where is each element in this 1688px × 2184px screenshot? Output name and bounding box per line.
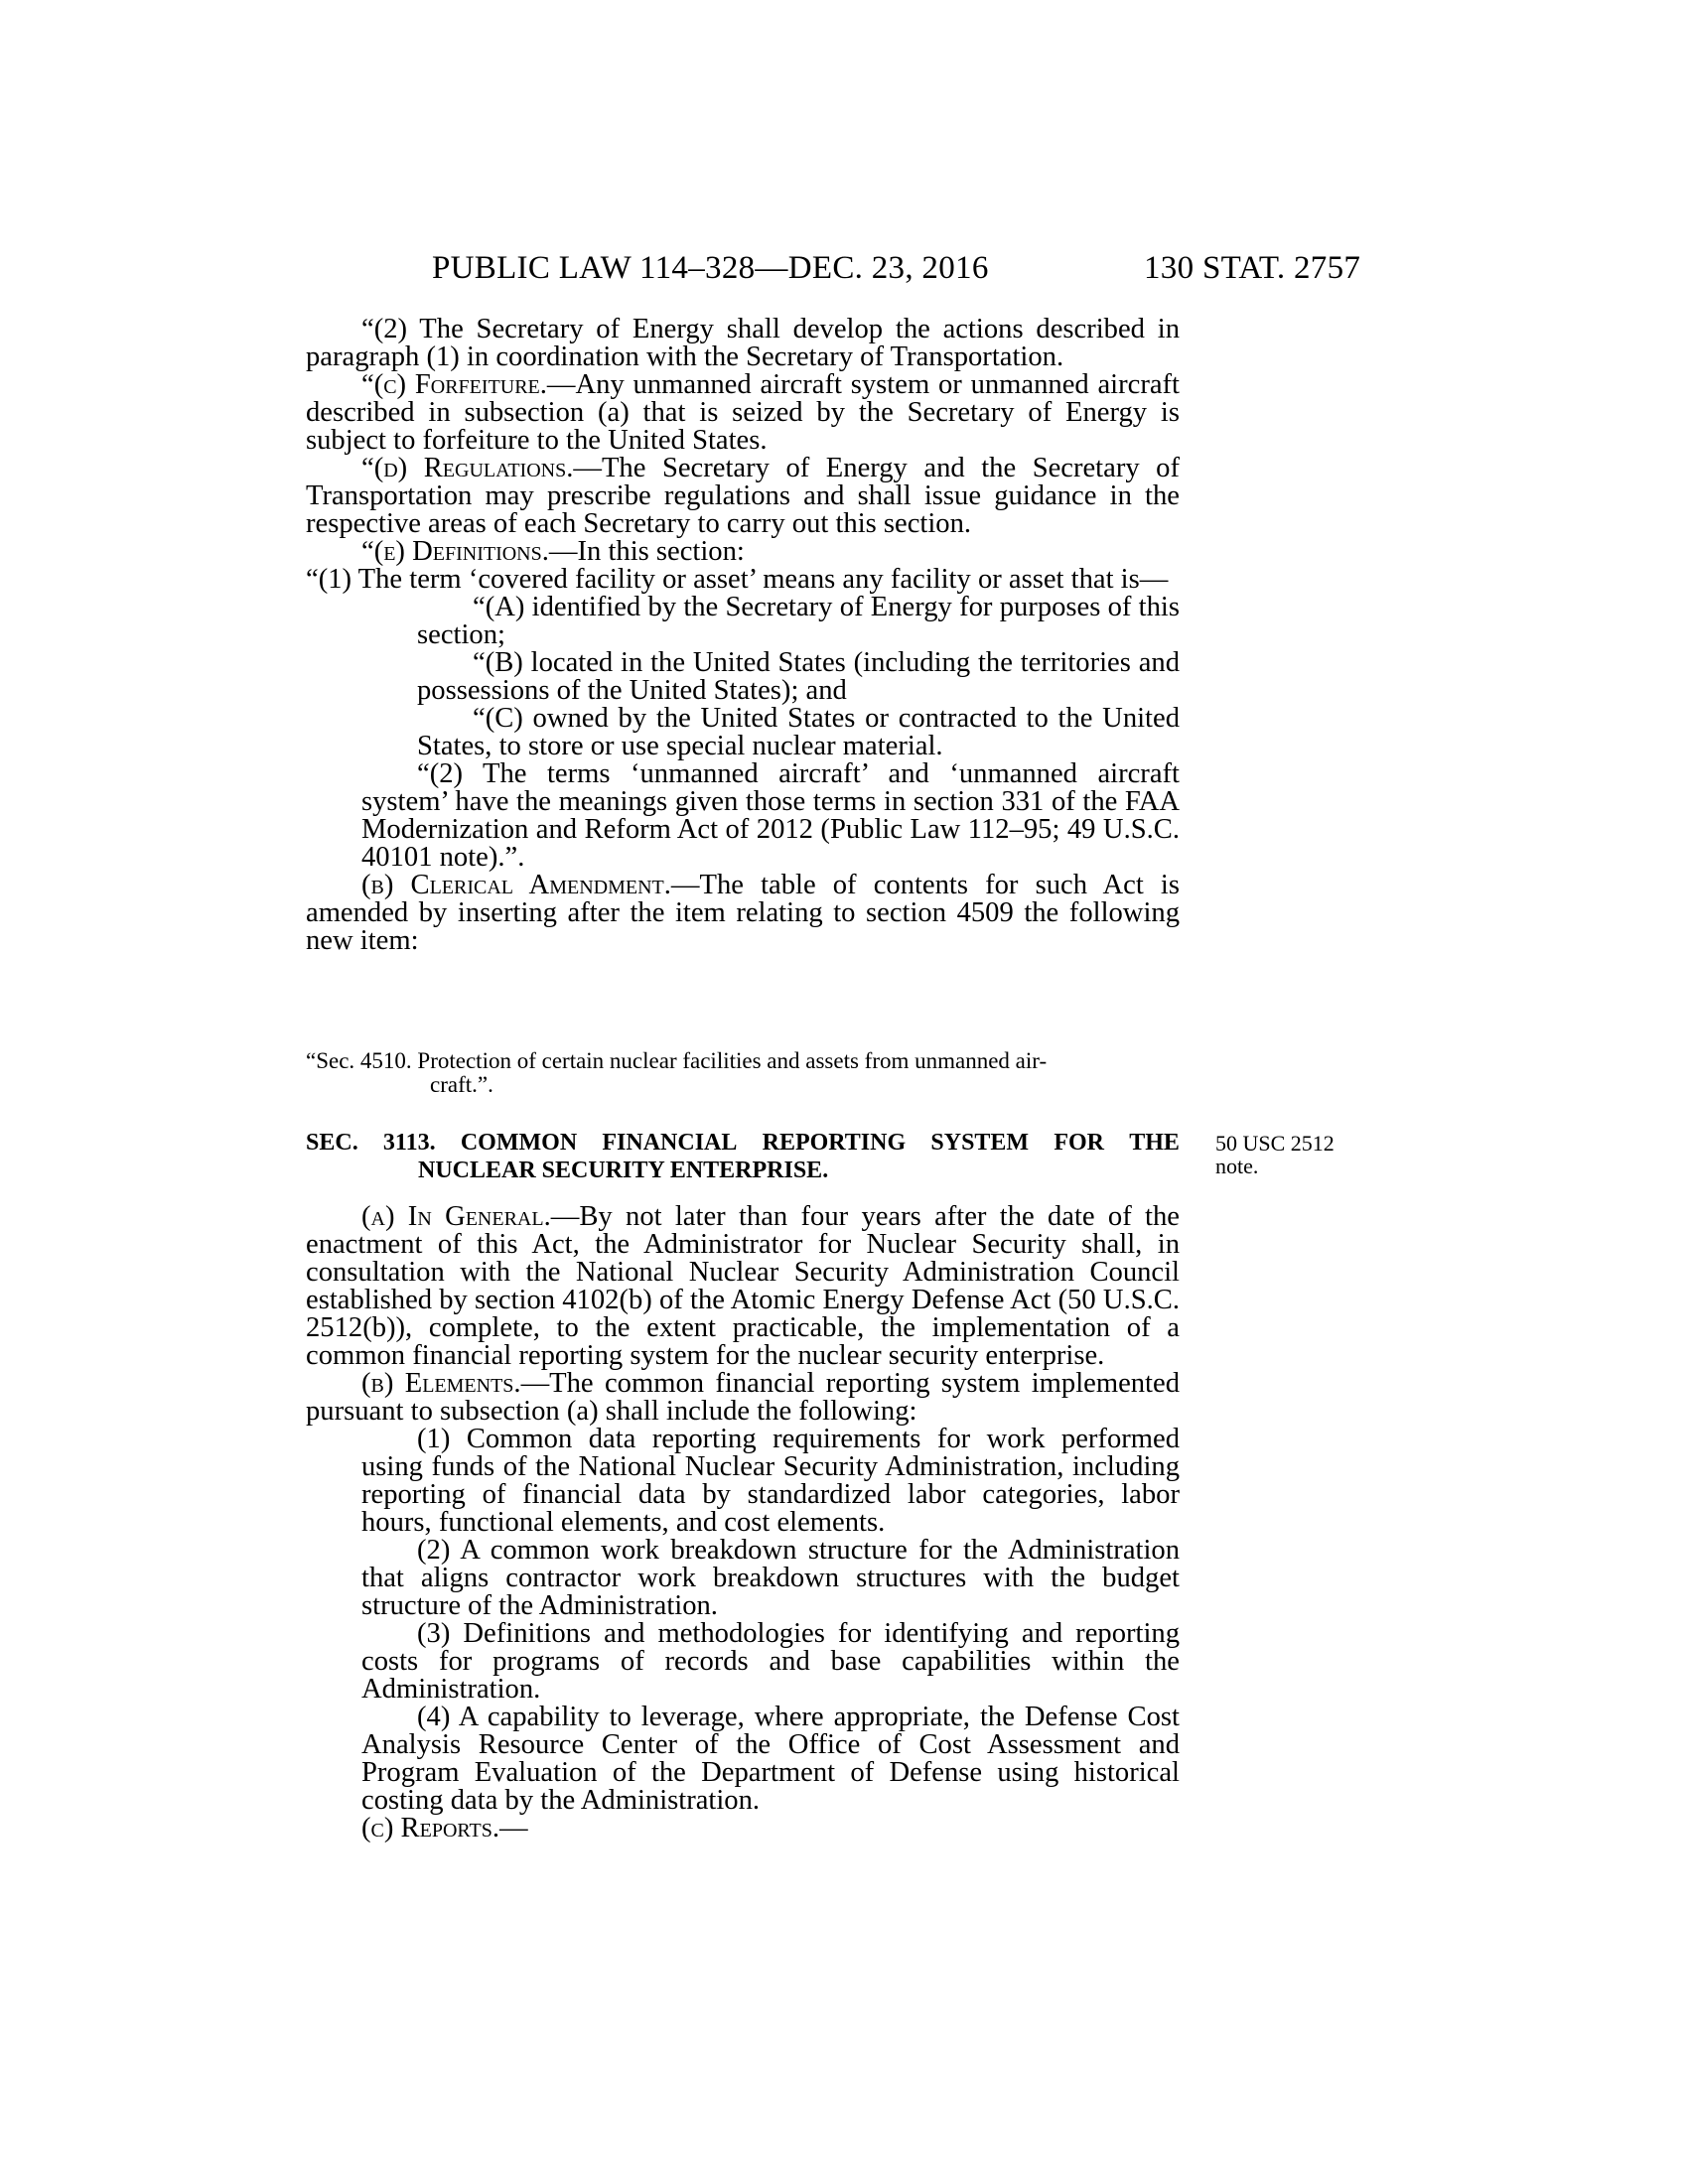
subsection-heading: “(e) Definitions.	[361, 536, 549, 567]
subsection-heading: (a) In General.	[361, 1201, 551, 1232]
definition-1-b: “(B) located in the United States (including the territories and possessions of the United States); and	[417, 647, 1180, 706]
section-heading-line1	[306, 1129, 1180, 1157]
subsection-heading: (b) Clerical Amendment.	[361, 870, 671, 900]
element-4: (4) A capability to leverage, where appropriate, the Defense Cost Analysis Resource Center of the Office of Cost Assessment and Program Evaluation of the Department of Defense using historical costing data by the Administration.	[361, 1702, 1180, 1816]
subsection-heading: (b) Elements.	[361, 1368, 521, 1399]
toc-item	[306, 1049, 1180, 1097]
toc-item-line2: craft.”.	[430, 1072, 493, 1097]
subsection-c-reports	[306, 1815, 1180, 1843]
subsection-heading: (c) Reports.	[361, 1813, 500, 1843]
subsection-text: —The table of contents for such Act is amended by inserting after the item relating to section 4509 the following new item:	[306, 870, 1181, 956]
subsection-text: —By not later than four years after the date of the enactment of this Act, the Administrator for Nuclear Security shall, in consultation with the National Nuclear Security Administration Council established by section 4102(b) of the Atomic Energy Defense Act (50 U.S.C. 2512(b)), complete, to the extent practicable, the implementation of a common financial reporting system for the nuclear security enterprise.	[306, 1201, 1180, 1371]
heading-word: 3113.	[382, 1130, 436, 1156]
definition-2: “(2) The terms ‘unmanned aircraft’ and ‘unmanned aircraft system’ have the meanings given those terms in section 331 of the FAA Modernization and Reform Act of 2012 (Public Law 112–95; 49 U.S.C. 40101 note).”.	[361, 758, 1180, 873]
element-1: (1) Common data reporting requirements for work performed using funds of the National Nuclear Security Administration, including reporting of financial data by standardized labor categories, labor hours, functional elements, and cost elements.	[361, 1424, 1180, 1538]
heading-word: FOR	[1054, 1130, 1104, 1156]
subsection-text: —The Secretary of Energy and the Secretary of Transportation may prescribe regulations and shall issue guidance in the respective areas of each Secretary to carry out this section.	[306, 453, 1180, 539]
document-body	[306, 316, 1180, 955]
subsection-text: —	[499, 1813, 528, 1843]
subsection-b-elements	[306, 1370, 1180, 1426]
definition-1-text: “(1) The term ‘covered facility or asset’ means any facility or asset that is—	[306, 564, 1169, 595]
subsection-heading: “(c) Forfeiture.	[361, 369, 547, 400]
subsection-heading: “(d) Regulations.	[361, 453, 574, 483]
section-heading	[306, 1129, 1180, 1184]
heading-word: SYSTEM	[930, 1130, 1030, 1156]
subsection-text: —The common financial reporting system implemented pursuant to subsection (a) shall include the following:	[306, 1368, 1180, 1427]
element-3: (3) Definitions and methodologies for identifying and reporting costs for programs of records and base capabilities within the Administration.	[361, 1618, 1180, 1705]
subsection-a-in-general	[306, 1203, 1180, 1370]
margin-note	[1215, 1132, 1335, 1177]
definition-1	[306, 566, 1180, 594]
toc-item-line1: “Sec. 4510. Protection of certain nuclear facilities and assets from unmanned air-	[306, 1048, 1048, 1073]
margin-note-suffix: note.	[1215, 1154, 1259, 1178]
heading-word: COMMON	[460, 1130, 578, 1156]
subsection-text: —Any unmanned aircraft system or unmanned aircraft described in subsection (a) that is seized by the Secretary of Energy is subject to forfeiture to the United States.	[306, 369, 1180, 456]
heading-word: THE	[1129, 1130, 1180, 1156]
paragraph-b2: “(2) The Secretary of Energy shall develop the actions described in paragraph (1) in coordination with the Secretary of Transportation.	[306, 314, 1180, 372]
section-heading-line2: NUCLEAR SECURITY ENTERPRISE.	[418, 1158, 829, 1183]
subsection-e-definitions	[306, 538, 1180, 566]
subsection-text: —In this section:	[548, 536, 745, 567]
heading-word: SEC.	[306, 1130, 358, 1156]
subsection-b-clerical-amendment	[306, 872, 1180, 955]
heading-word: REPORTING	[762, 1130, 907, 1156]
subsection-c-forfeiture	[306, 371, 1180, 455]
definition-1-a: “(A) identified by the Secretary of Energy for purposes of this section;	[417, 592, 1180, 650]
heading-word: FINANCIAL	[602, 1130, 738, 1156]
running-header-page: 130 STAT. 2757	[1144, 250, 1361, 286]
subsection-d-regulations	[306, 455, 1180, 538]
section-body	[306, 1203, 1180, 1843]
running-header-title: PUBLIC LAW 114–328—DEC. 23, 2016	[432, 250, 989, 286]
element-2: (2) A common work breakdown structure for the Administration that aligns contractor work breakdown structures with the budget structure of the Administration.	[361, 1535, 1180, 1621]
margin-note-citation: 50 USC 2512	[1215, 1131, 1335, 1156]
definition-1-c: “(C) owned by the United States or contracted to the United States, to store or use special nuclear material.	[417, 703, 1180, 761]
